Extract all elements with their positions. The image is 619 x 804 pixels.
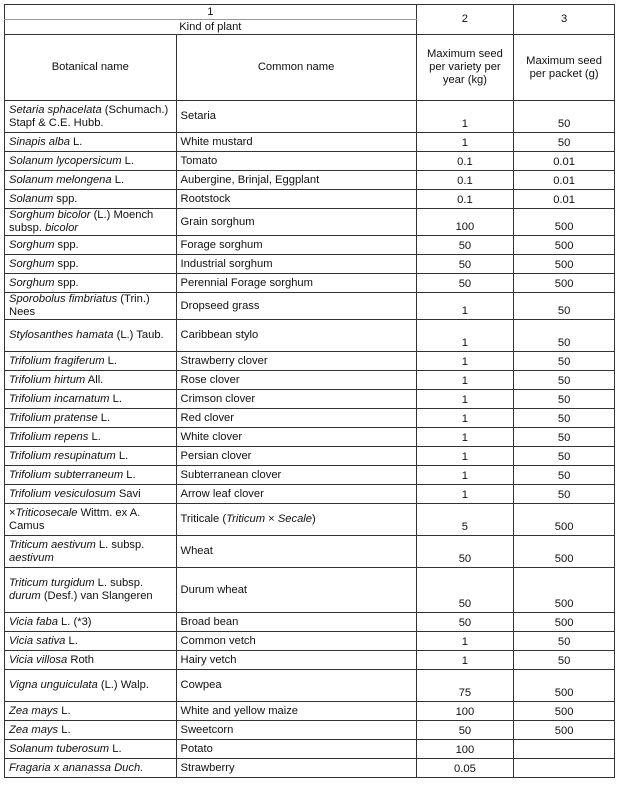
max-seed-variety-cell: 50 [416, 274, 514, 293]
max-seed-packet-cell: 500 [514, 536, 615, 568]
max-seed-variety-cell: 1 [416, 632, 514, 651]
common-name-cell [176, 702, 416, 721]
botanical-name-cell-text: Roth [67, 653, 94, 666]
common-name-cell [176, 721, 416, 740]
common-name-cell [176, 371, 416, 390]
max-seed-packet-cell: 50 [514, 320, 615, 352]
botanical-name-cell [5, 670, 177, 702]
max-seed-packet-cell: 500 [514, 236, 615, 255]
table-row [5, 428, 615, 447]
common-name-cell-text: Rose clover [180, 373, 240, 386]
table-row [5, 485, 615, 504]
table-row [5, 352, 615, 371]
table-row [5, 371, 615, 390]
botanical-name-cell [5, 236, 177, 255]
max-seed-packet-cell: 500 [514, 721, 615, 740]
botanical-name-cell-text: L. [69, 135, 83, 148]
botanical-name-cell-text: Vicia faba [9, 615, 58, 628]
botanical-name-cell-text: L. [115, 449, 129, 462]
botanical-name-cell-text: Sorghum bicolor [9, 209, 91, 221]
botanical-name-cell [5, 352, 177, 371]
common-name-cell [176, 255, 416, 274]
common-name-cell-text: Secale [277, 513, 313, 525]
common-name-cell [176, 190, 416, 209]
common-name-cell [176, 568, 416, 613]
botanical-name-cell-text: aestivum [9, 551, 54, 564]
table-row [5, 759, 615, 778]
botanical-name-cell-text: spp. [54, 238, 79, 251]
table-row [5, 721, 615, 740]
table-row [5, 320, 615, 352]
common-name-cell [176, 171, 416, 190]
botanical-name-cell-text: Zea mays [9, 704, 59, 717]
max-seed-variety-cell: 75 [416, 670, 514, 702]
max-seed-packet-cell: 0.01 [514, 190, 615, 209]
max-seed-variety-cell: 1 [416, 320, 514, 352]
max-seed-packet-header: Maximum seed per packet (g) [514, 35, 615, 101]
common-name-cell [176, 320, 416, 352]
common-name-cell-text: Common vetch [180, 634, 256, 647]
max-seed-variety-cell: 1 [416, 352, 514, 371]
botanical-name-cell-text: Wittm. ex A. Camus [9, 506, 141, 532]
botanical-name-cell [5, 613, 177, 632]
botanical-name-cell [5, 504, 177, 536]
botanical-name-cell-text: Solanum lycopersicum [9, 154, 122, 167]
common-name-cell-text: Aubergine, Brinjal, Eggplant [180, 173, 320, 186]
botanical-name-cell-text: spp. [54, 257, 79, 270]
table-row [5, 274, 615, 293]
table-row [5, 133, 615, 152]
botanical-name-cell-text: Solanum [9, 192, 54, 205]
botanical-name-cell-text: L. [58, 723, 71, 736]
max-seed-variety-cell: 1 [416, 485, 514, 504]
botanical-name-cell [5, 152, 177, 171]
common-name-cell [176, 447, 416, 466]
common-name-cell-text: × [265, 513, 278, 525]
table-row [5, 152, 615, 171]
botanical-name-cell-text: L. [104, 354, 117, 367]
common-name-cell-text: Potato [180, 742, 213, 755]
common-name-cell [176, 274, 416, 293]
max-seed-variety-cell: 1 [416, 428, 514, 447]
common-name-cell-text: Hairy vetch [180, 653, 237, 666]
max-seed-packet-cell: 500 [514, 209, 615, 236]
botanical-name-cell [5, 190, 177, 209]
botanical-name-cell [5, 255, 177, 274]
max-seed-packet-cell: 500 [514, 568, 615, 613]
max-seed-packet-cell: 50 [514, 371, 615, 390]
botanical-name-cell [5, 293, 177, 320]
botanical-name-cell-text: Trifolium resupinatum [9, 449, 116, 462]
common-name-cell-text: Sweetcorn [180, 723, 234, 736]
botanical-name-cell-text: Vicia villosa [9, 653, 68, 666]
max-seed-variety-cell: 5 [416, 504, 514, 536]
table-body [5, 101, 615, 778]
common-name-cell [176, 466, 416, 485]
botanical-name-cell-text: Sorghum [9, 238, 55, 251]
botanical-name-cell [5, 651, 177, 670]
common-name-cell [176, 613, 416, 632]
common-name-cell-text: Persian clover [180, 449, 252, 462]
common-name-cell-text: Crimson clover [180, 392, 256, 405]
botanical-name-cell-text: × [9, 506, 16, 519]
common-name-cell-text: Perennial Forage sorghum [180, 276, 313, 289]
botanical-name-cell-text: Sporobolus fimbriatus [9, 293, 118, 305]
common-name-cell [176, 504, 416, 536]
max-seed-variety-cell: 1 [416, 371, 514, 390]
common-name-cell [176, 651, 416, 670]
seed-quantity-table [4, 4, 615, 778]
col-number-3: 3 [514, 5, 615, 35]
max-seed-packet-cell [514, 759, 615, 778]
max-seed-variety-cell: 1 [416, 447, 514, 466]
botanical-name-cell [5, 409, 177, 428]
max-seed-variety-cell: 1 [416, 409, 514, 428]
botanical-name-cell-text: L. (*3) [57, 615, 92, 628]
table-row [5, 670, 615, 702]
botanical-name-cell [5, 485, 177, 504]
common-name-cell-text: Broad bean [180, 615, 239, 628]
botanical-name-cell-text: Vigna unguiculata [9, 679, 98, 691]
max-seed-packet-cell [514, 740, 615, 759]
max-seed-variety-cell: 0.1 [416, 190, 514, 209]
max-seed-packet-cell: 50 [514, 428, 615, 447]
max-seed-variety-cell: 50 [416, 255, 514, 274]
botanical-name-cell [5, 466, 177, 485]
table-row [5, 740, 615, 759]
table-row [5, 632, 615, 651]
col-number-2: 2 [416, 5, 514, 35]
max-seed-packet-cell: 500 [514, 702, 615, 721]
common-name-cell [176, 101, 416, 133]
botanical-name-cell-text: L. [97, 411, 111, 424]
max-seed-variety-cell: 1 [416, 101, 514, 133]
table-row [5, 101, 615, 133]
botanical-name-cell-text: L. [111, 173, 125, 186]
max-seed-packet-cell: 500 [514, 255, 615, 274]
table-row [5, 702, 615, 721]
max-seed-variety-cell: 50 [416, 568, 514, 613]
botanical-name-cell [5, 320, 177, 352]
common-name-cell-text: Grain sorghum [180, 215, 255, 228]
botanical-name-cell-text: L. [58, 704, 71, 717]
botanical-name-cell-text: spp. [53, 192, 78, 205]
botanical-name-cell [5, 101, 177, 133]
table-row [5, 171, 615, 190]
table-row [5, 536, 615, 568]
botanical-name-cell [5, 536, 177, 568]
common-name-cell-text: Forage sorghum [180, 238, 263, 251]
common-name-cell-text: Cowpea [180, 679, 222, 691]
table-row [5, 255, 615, 274]
max-seed-packet-cell: 50 [514, 447, 615, 466]
max-seed-packet-cell: 500 [514, 613, 615, 632]
botanical-name-cell-text: L. [65, 634, 78, 647]
botanical-name-cell-text: Sorghum [9, 257, 55, 270]
common-name-cell [176, 133, 416, 152]
common-name-cell-text: Red clover [180, 411, 234, 424]
table-row [5, 651, 615, 670]
common-name-cell-text: Strawberry [180, 761, 235, 774]
max-seed-variety-cell: 50 [416, 536, 514, 568]
max-seed-packet-cell: 50 [514, 133, 615, 152]
botanical-name-cell-text: spp. [54, 276, 79, 289]
botanical-name-cell-text: Trifolium fragiferum [9, 354, 105, 367]
table-row [5, 466, 615, 485]
botanical-name-cell-text: Trifolium subterraneum [9, 468, 124, 481]
botanical-name-cell-text: L. subsp. [94, 577, 144, 589]
botanical-name-cell-text: All. [85, 373, 104, 386]
table-row [5, 447, 615, 466]
common-name-cell [176, 428, 416, 447]
max-seed-variety-cell: 50 [416, 236, 514, 255]
table-row [5, 409, 615, 428]
table-row [5, 293, 615, 320]
common-name-cell-text: Durum wheat [180, 583, 248, 596]
common-name-cell [176, 759, 416, 778]
botanical-name-header: Botanical name [5, 35, 177, 101]
botanical-name-cell-text: Triticum turgidum [9, 577, 95, 589]
common-name-cell-text: Subterranean clover [180, 468, 282, 481]
max-seed-variety-cell: 50 [416, 613, 514, 632]
botanical-name-cell-text: Triticosecale [15, 506, 78, 519]
botanical-name-cell-text: Stylosanthes hamata [9, 329, 114, 341]
botanical-name-cell-text: (L.) Moench subsp. [9, 209, 154, 234]
botanical-name-cell [5, 740, 177, 759]
max-seed-packet-cell: 50 [514, 390, 615, 409]
max-seed-packet-cell: 50 [514, 466, 615, 485]
max-seed-variety-cell: 1 [416, 466, 514, 485]
common-name-cell-text: Strawberry clover [180, 354, 268, 367]
table-row [5, 613, 615, 632]
botanical-name-cell-text: Trifolium pratense [9, 411, 98, 424]
max-seed-packet-cell: 50 [514, 409, 615, 428]
botanical-name-cell-text: L. [109, 392, 122, 405]
max-seed-variety-cell: 50 [416, 721, 514, 740]
botanical-name-cell-text: (Desf.) van Slangeren [40, 590, 153, 602]
common-name-cell [176, 740, 416, 759]
max-seed-variety-cell: 100 [416, 740, 514, 759]
common-name-cell [176, 236, 416, 255]
botanical-name-cell-text: L. [121, 154, 134, 167]
max-seed-packet-cell: 50 [514, 632, 615, 651]
botanical-name-cell-text: (Trin.) Nees [9, 293, 150, 318]
common-name-cell-text: Arrow leaf clover [180, 487, 264, 500]
table-row [5, 504, 615, 536]
botanical-name-cell-text: Setaria sphacelata [9, 103, 102, 116]
botanical-name-cell-text: Fragaria x ananassa Duch. [9, 761, 144, 774]
max-seed-packet-cell: 0.01 [514, 152, 615, 171]
botanical-name-cell-text: Vicia sativa [9, 634, 66, 647]
botanical-name-cell-text: Trifolium repens [9, 430, 89, 443]
max-seed-packet-cell: 50 [514, 352, 615, 371]
max-seed-packet-cell: 500 [514, 670, 615, 702]
botanical-name-cell [5, 171, 177, 190]
table-row [5, 209, 615, 236]
botanical-name-cell-text: Sinapis alba [9, 135, 70, 148]
kind-of-plant-header: Kind of plant [5, 20, 417, 35]
max-seed-packet-cell: 500 [514, 504, 615, 536]
botanical-name-cell-text: Trifolium vesiculosum [9, 487, 116, 500]
common-name-cell [176, 485, 416, 504]
common-name-cell [176, 352, 416, 371]
common-name-cell-text: Tomato [180, 154, 218, 167]
max-seed-packet-cell: 50 [514, 651, 615, 670]
max-seed-variety-cell: 100 [416, 209, 514, 236]
botanical-name-cell-text: L. [109, 742, 122, 755]
max-seed-variety-cell: 0.1 [416, 152, 514, 171]
common-name-cell-text: Wheat [180, 545, 213, 557]
botanical-name-cell-text: Solanum tuberosum [9, 742, 110, 755]
botanical-name-cell-text: durum [9, 590, 41, 602]
common-name-cell [176, 209, 416, 236]
max-seed-variety-cell: 1 [416, 390, 514, 409]
botanical-name-cell [5, 759, 177, 778]
common-name-cell [176, 390, 416, 409]
common-name-cell-text: White and yellow maize [180, 704, 299, 717]
common-name-cell-text: White clover [180, 430, 243, 443]
botanical-name-cell-text: L. [123, 468, 136, 481]
common-name-cell [176, 670, 416, 702]
botanical-name-cell-text: Trifolium hirtum [9, 373, 86, 386]
botanical-name-cell [5, 209, 177, 236]
botanical-name-cell-text: Zea mays [9, 723, 59, 736]
botanical-name-cell [5, 274, 177, 293]
botanical-name-cell [5, 702, 177, 721]
common-name-header: Common name [176, 35, 416, 101]
botanical-name-cell [5, 371, 177, 390]
botanical-name-cell [5, 721, 177, 740]
col-group-number: 1 [5, 5, 417, 20]
common-name-cell-text: Rootstock [180, 192, 231, 205]
botanical-name-cell-text: bicolor [45, 222, 79, 234]
max-seed-packet-cell: 0.01 [514, 171, 615, 190]
max-seed-variety-cell: 0.05 [416, 759, 514, 778]
max-seed-packet-cell: 500 [514, 274, 615, 293]
botanical-name-cell [5, 447, 177, 466]
max-seed-variety-cell: 1 [416, 293, 514, 320]
max-seed-packet-cell: 50 [514, 293, 615, 320]
common-name-cell [176, 536, 416, 568]
table-row [5, 236, 615, 255]
table-row [5, 568, 615, 613]
common-name-cell-text: Industrial sorghum [180, 257, 273, 270]
common-name-cell-text: Triticum [226, 513, 266, 525]
table-row [5, 190, 615, 209]
max-seed-variety-header: Maximum seed per variety per year (kg) [416, 35, 514, 101]
common-name-cell [176, 152, 416, 171]
max-seed-packet-cell: 50 [514, 101, 615, 133]
botanical-name-cell [5, 568, 177, 613]
common-name-cell-text: ) [312, 513, 316, 525]
table-row [5, 390, 615, 409]
botanical-name-cell [5, 632, 177, 651]
botanical-name-cell [5, 133, 177, 152]
botanical-name-cell [5, 390, 177, 409]
botanical-name-cell-text: L. [88, 430, 101, 443]
botanical-name-cell-text: (L.) Walp. [97, 679, 149, 691]
botanical-name-cell-text: Savi [115, 487, 141, 500]
common-name-cell [176, 293, 416, 320]
botanical-name-cell [5, 428, 177, 447]
botanical-name-cell-text: L. subsp. [95, 538, 145, 551]
botanical-name-cell-text: (Schumach.) Stapf & C.E. Hubb. [9, 103, 169, 129]
common-name-cell [176, 409, 416, 428]
common-name-cell-text: White mustard [180, 135, 253, 148]
max-seed-variety-cell: 100 [416, 702, 514, 721]
common-name-cell-text: Setaria [180, 110, 216, 122]
common-name-cell [176, 632, 416, 651]
max-seed-variety-cell: 0.1 [416, 171, 514, 190]
botanical-name-cell-text: Triticum aestivum [9, 538, 96, 551]
max-seed-variety-cell: 1 [416, 651, 514, 670]
botanical-name-cell-text: (L.) Taub. [113, 329, 164, 341]
common-name-cell-text: Caribbean stylo [180, 329, 259, 341]
max-seed-variety-cell: 1 [416, 133, 514, 152]
botanical-name-cell-text: Solanum melongena [9, 173, 112, 186]
botanical-name-cell-text: Trifolium incarnatum [9, 392, 110, 405]
botanical-name-cell-text: Sorghum [9, 276, 55, 289]
common-name-cell-text: Dropseed grass [180, 299, 260, 312]
common-name-cell-text: Triticale ( [180, 513, 227, 525]
max-seed-packet-cell: 50 [514, 485, 615, 504]
